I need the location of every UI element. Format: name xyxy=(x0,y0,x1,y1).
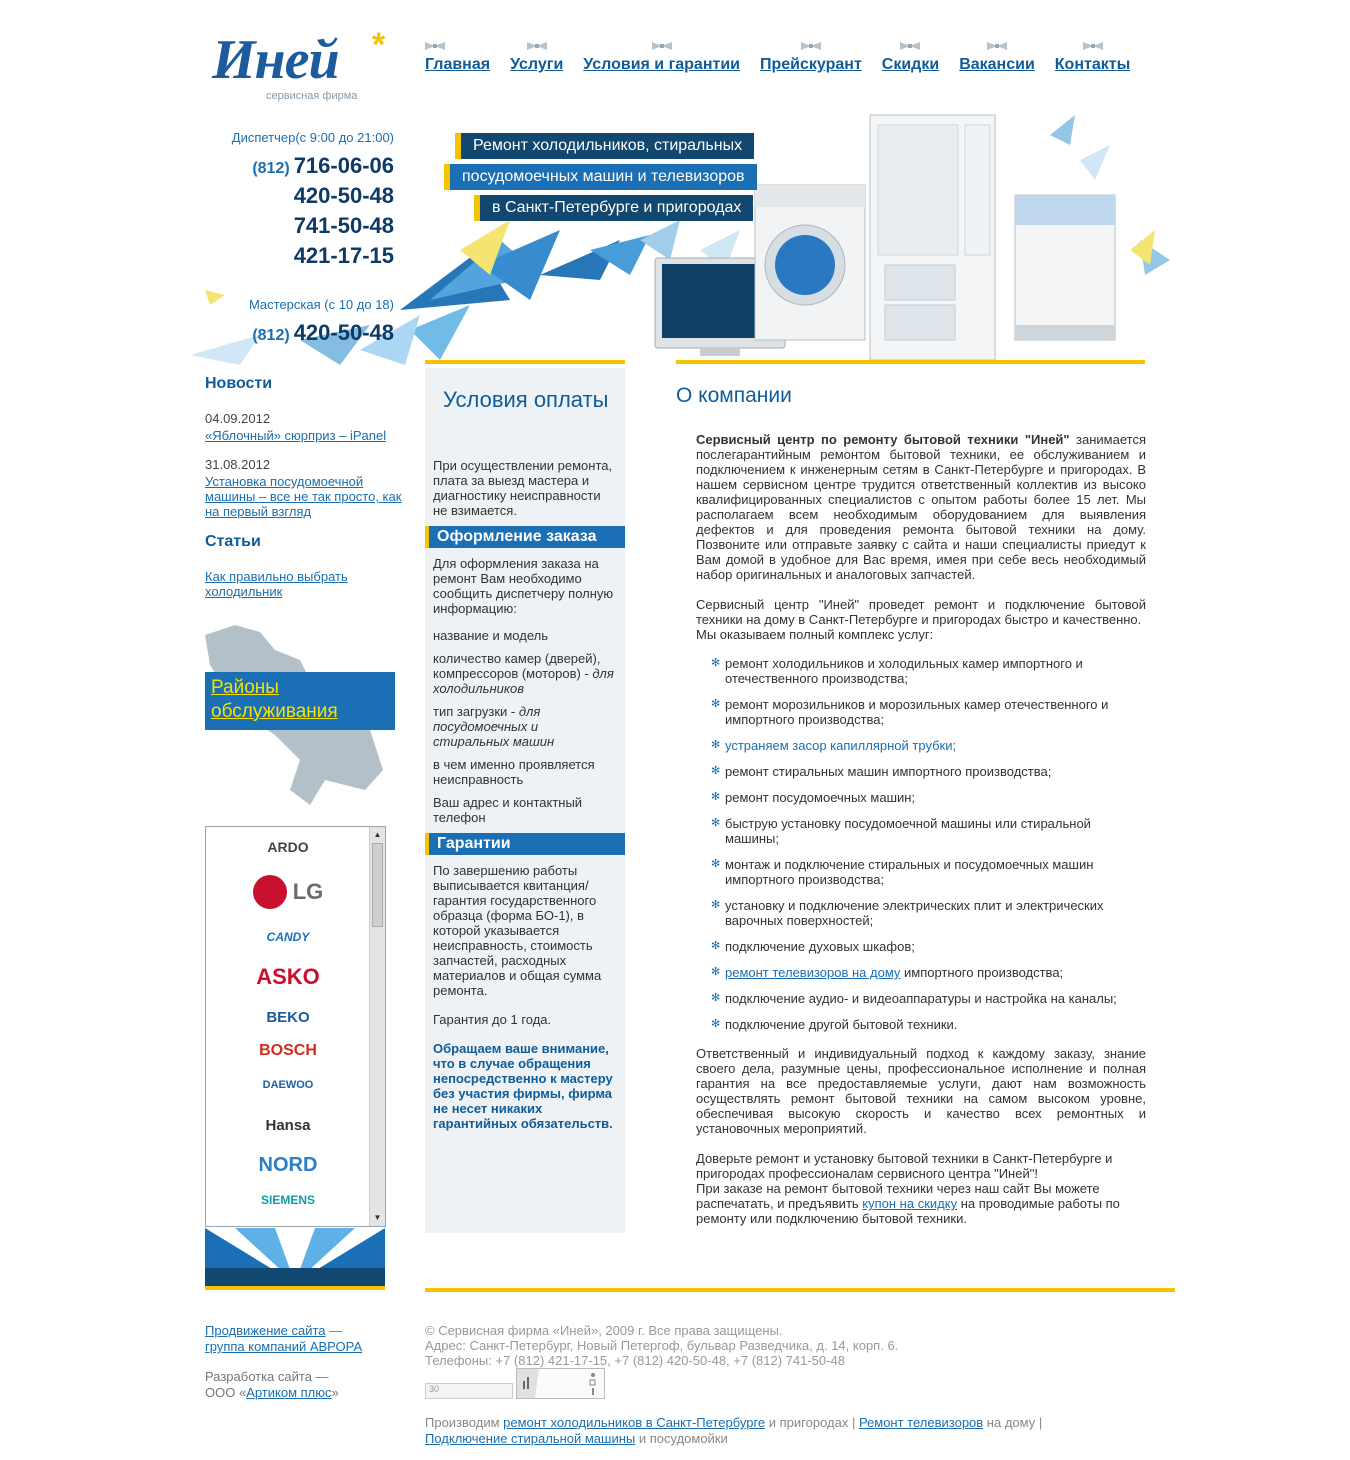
service-item: ✻ подключение другой бытовой техники. xyxy=(714,1017,1146,1032)
nav-item-contacts xyxy=(1055,40,1130,74)
phone-number: 421-17-15 xyxy=(293,243,394,268)
nav-item-home xyxy=(425,40,490,74)
brand-logo: BOSCH xyxy=(259,1042,317,1059)
article-link[interactable]: Как правильно выбрать холодильник xyxy=(205,569,348,599)
order-item-text: в чем именно проявляется неисправность xyxy=(433,757,595,787)
nav-link-prices[interactable]: Прейскурант xyxy=(760,56,862,73)
order-item xyxy=(433,757,617,787)
scrollbar[interactable] xyxy=(369,827,385,1226)
service-item: ✻ подключение аудио- и видеоаппаратуры и настройка на каналы; xyxy=(714,991,1146,1006)
left-sidebar xyxy=(205,375,410,613)
seo-text: и посудомойки xyxy=(635,1431,728,1446)
news-title: Новости xyxy=(205,375,273,392)
main-nav xyxy=(425,40,1130,74)
lg-logo-icon xyxy=(253,875,287,909)
warranty-note: Обращаем ваше внимание, что в случае обращения непосредственно к мастеру без участия фирмы, фирма не несет никаких гарантийных обязательств. xyxy=(433,1041,613,1131)
bow-icon xyxy=(987,40,1007,52)
brand-logo: Hansa xyxy=(265,1116,311,1134)
service-item: ✻ ремонт морозильников и морозильных камер отечественного и импортного производства; xyxy=(714,697,1146,727)
address: Адрес: Санкт-Петербург, Новый Петергоф, бульвар Разведчика, д. 14, корп. 6. xyxy=(425,1338,899,1353)
nav-item-vacancies xyxy=(959,40,1035,74)
ribbon-decoration xyxy=(205,1228,385,1290)
nav-item-services xyxy=(510,40,563,74)
service-item: ✻ ремонт стиральных машин импортного производства; xyxy=(714,764,1146,779)
phone-number: 420-50-48 xyxy=(293,183,394,208)
about-company-name: Сервисный центр по ремонту бытовой техники "Иней" xyxy=(696,432,1070,447)
bow-icon xyxy=(900,40,920,52)
bow-icon xyxy=(1083,40,1103,52)
dishwasher-image xyxy=(1015,195,1115,340)
phone-code: (812) xyxy=(252,160,290,177)
asterisk-icon: * xyxy=(372,26,386,64)
stats-counter[interactable] xyxy=(516,1368,605,1399)
footer-divider xyxy=(425,1288,1175,1292)
chart-icon xyxy=(517,1369,604,1398)
aurora-link[interactable]: группа компаний АВРОРА xyxy=(205,1339,363,1354)
dispatcher-label: Диспетчер(с 9:00 до 21:00) xyxy=(231,130,394,145)
service-item: ✻ быструю установку посудомоечной машины или стиральной машины; xyxy=(714,816,1146,846)
brand-logo: ASKO xyxy=(256,964,320,989)
districts-block xyxy=(205,620,395,810)
districts-link[interactable]: Районы обслуживания xyxy=(211,677,338,722)
about-text: Доверьте ремонт и установку бытовой техники в Санкт-Петербурге и пригородах профессионалам сервисного центра "Иней"! xyxy=(696,1151,1113,1181)
refrigerator-image xyxy=(870,115,995,360)
payment-title: Условия оплаты xyxy=(443,387,609,412)
article-item xyxy=(205,569,410,599)
order-item xyxy=(433,628,617,643)
payment-text: При осуществлении ремонта, плата за выезд мастера и диагностику неисправности не взимается. xyxy=(433,458,613,518)
seo-link-tv[interactable]: Ремонт телевизоров xyxy=(858,1415,984,1430)
service-item: ✻ устраняем засор капиллярной трубки; xyxy=(714,738,1146,753)
order-item-text: количество камер (дверей), компрессоров (моторов) - xyxy=(433,651,601,681)
bow-icon xyxy=(801,40,821,52)
footer-phones: Телефоны: +7 (812) 421-17-15, +7 (812) 420-50-48, +7 (812) 741-50-48 xyxy=(425,1353,845,1368)
news-link[interactable]: Установка посудомоечной машины – все не так просто, как на первый взгляд xyxy=(205,474,402,519)
dev-label: Разработка сайта — xyxy=(205,1369,329,1384)
brand-logo: ARDO xyxy=(267,839,309,855)
banner-line-3: в Санкт-Петербурге и пригородах xyxy=(474,195,753,221)
nav-item-prices xyxy=(760,40,862,74)
washing-machine-image xyxy=(755,185,865,340)
seo-text: Производим xyxy=(425,1415,504,1430)
service-item: ✻ подключение духовых шкафов; xyxy=(714,939,1146,954)
footer-credits xyxy=(205,1323,405,1401)
brand-logo: SIEMENS xyxy=(260,1193,315,1207)
bow-icon xyxy=(527,40,547,52)
brand-logo-text: LG xyxy=(292,879,324,904)
seo-text: и пригородах | xyxy=(765,1415,859,1430)
service-item: ✻ монтаж и подключение стиральных и посудомоечных машин импортного производства; xyxy=(714,857,1146,887)
dev-org: » xyxy=(331,1385,339,1400)
order-item xyxy=(433,795,617,825)
order-item-note: для холодильников xyxy=(433,666,614,696)
scroll-down-icon[interactable]: ▼ xyxy=(373,1213,382,1222)
about-text: на проводимые работы по ремонту или подключению бытовой техники. xyxy=(696,1196,1120,1226)
bow-icon xyxy=(652,40,672,52)
artikom-link[interactable]: Артиком плюс xyxy=(246,1385,332,1400)
scroll-thumb[interactable] xyxy=(372,843,383,927)
warranty-term: Гарантия до 1 года. xyxy=(433,1012,552,1027)
dev-credit xyxy=(205,1369,405,1401)
brand-logo: CANDY xyxy=(266,930,310,944)
tv-repair-link[interactable]: ремонт телевизоров на дому xyxy=(725,965,901,980)
divider xyxy=(676,360,1145,364)
promo-dash: — xyxy=(325,1323,343,1338)
service-item-text: импортного производства; xyxy=(900,965,1064,980)
about-paragraph xyxy=(696,432,1146,582)
about-paragraph xyxy=(696,1151,1146,1226)
seo-link-fridge[interactable]: ремонт холодильников в Санкт-Петербурге xyxy=(503,1415,766,1430)
order-text: Для оформления заказа на ремонт Вам необходимо сообщить диспетчеру полную информацию: xyxy=(433,556,614,616)
phone-row xyxy=(180,151,394,181)
about-text: занимается послегарантийным ремонтом бытовой техники, ее обслуживанием и подключением к инженерным сетям в Санкт-Петербурге и пригородах. В нашем сервисном центре трудится ответственный коллектив из высоко квалифицированных специалистов с опытом работы более 15 лет. Мы располагаем всем необходимым оборудованием для выявления дефектов и для проведения ремонта бытовой техники на дому. Позвоните или отправьте заявку с сайта и наши специалисты приедут к Вам домой в удобное для Вас время, имея при себе весь необходимый набор оригинальных и аналоговых запчастей. xyxy=(696,432,1147,582)
nav-item-discounts xyxy=(882,40,939,74)
brand-logo xyxy=(206,867,370,917)
service-item xyxy=(714,965,1146,980)
order-item-text: Ваш адрес и контактный телефон xyxy=(433,795,583,825)
promo-link[interactable]: Продвижение сайта xyxy=(205,1323,326,1338)
nav-link-vacancies[interactable]: Вакансии xyxy=(959,56,1035,73)
seo-text: на дому | xyxy=(983,1415,1043,1430)
about-body xyxy=(696,432,1146,1226)
visit-counter[interactable]: 30 xyxy=(425,1383,513,1399)
news-item xyxy=(205,411,410,443)
news-date: 31.08.2012 xyxy=(205,457,271,472)
logo-subtitle: сервисная фирма xyxy=(266,90,358,102)
order-item xyxy=(433,704,617,749)
warranty-heading: Гарантии xyxy=(425,833,625,855)
logo-word: Иней xyxy=(212,29,339,91)
coupon-link[interactable]: купон на скидку xyxy=(862,1196,958,1211)
order-item xyxy=(433,651,617,696)
services-list xyxy=(714,656,1146,1032)
districts-button[interactable] xyxy=(205,672,395,730)
phone-row xyxy=(180,241,394,271)
dev-org: ООО « xyxy=(205,1385,247,1400)
warranty-section xyxy=(425,863,625,1131)
news-date: 04.09.2012 xyxy=(205,411,271,426)
about-title: О компании xyxy=(676,384,792,407)
logo[interactable] xyxy=(212,26,386,102)
about-text: Мы оказываем полный комплекс услуг: xyxy=(696,627,934,642)
divider xyxy=(425,360,625,364)
payment-panel xyxy=(425,368,625,1233)
order-heading: Оформление заказа xyxy=(425,526,625,548)
nav-link-terms[interactable]: Условия и гарантии xyxy=(583,56,740,73)
phone-number: 741-50-48 xyxy=(293,213,394,238)
phone-row xyxy=(180,211,394,241)
nav-link-discounts[interactable]: Скидки xyxy=(881,56,940,73)
copyright: © Сервисная фирма «Иней», 2009 г. Все права защищены. xyxy=(425,1323,783,1338)
nav-item-terms xyxy=(583,40,740,74)
workshop-label: Мастерская (с 10 до 18) xyxy=(248,297,394,312)
phone-block xyxy=(180,130,394,348)
order-section xyxy=(425,556,625,825)
order-item-text: тип загрузки - xyxy=(433,704,519,719)
seo-link-washer[interactable]: Подключение стиральной машины xyxy=(425,1431,636,1446)
about-text: Сервисный центр "Иней" проведет ремонт и подключение бытовой техники на дому в Санкт-Петербурге и пригородах быстро и качественно. xyxy=(696,597,1146,627)
news-item xyxy=(205,457,410,519)
promo-credit xyxy=(205,1323,405,1355)
brands-logos xyxy=(206,827,370,1215)
warranty-text: По завершению работы выписывается квитанция/гарантия государственного образца (форма БО-1), в которой указывается неисправность, стоимость запчастей, расходных материалов и общая сумма ремонта. xyxy=(433,863,602,998)
about-paragraph xyxy=(696,597,1146,642)
nav-link-contacts[interactable]: Контакты xyxy=(1054,56,1131,73)
brands-list[interactable] xyxy=(205,826,386,1227)
footer-seo xyxy=(425,1415,1145,1447)
news-link[interactable]: «Яблочный» сюрприз – iPanel xyxy=(205,428,387,443)
phone-code: (812) xyxy=(252,327,290,344)
about-text: При заказе на ремонт бытовой техники через наш сайт Вы можете распечатать, и предъявить xyxy=(696,1181,1100,1211)
service-item: ✻ ремонт посудомоечных машин; xyxy=(714,790,1146,805)
articles-title: Статьи xyxy=(205,533,261,550)
scroll-up-icon[interactable]: ▲ xyxy=(373,830,382,839)
brand-logo: DAEWOO xyxy=(262,1079,314,1091)
phone-number: 716-06-06 xyxy=(293,153,394,178)
bow-icon xyxy=(425,40,445,52)
service-item: ✻ ремонт холодильников и холодильных камер импортного и отечественного производства; xyxy=(714,656,1146,686)
phone-row xyxy=(180,318,394,348)
order-item-note: для посудомоечных и стиральных машин xyxy=(433,704,555,749)
brand-logo: NORD xyxy=(258,1153,318,1176)
banner-line-2: посудомоечных машин и телевизоров xyxy=(444,164,757,190)
nav-link-home[interactable]: Главная xyxy=(425,56,491,73)
phone-number: 420-50-48 xyxy=(293,320,394,345)
order-item-text: название и модель xyxy=(433,628,548,643)
service-item: ✻ установку и подключение электрических плит и электрических варочных поверхностей; xyxy=(714,898,1146,928)
nav-link-services[interactable]: Услуги xyxy=(510,56,564,73)
brand-logo: BEKO xyxy=(266,1008,310,1026)
about-paragraph: Ответственный и индивидуальный подход к каждому заказу, знание своего дела, разумные цены, профессиональное исполнение и полная гарантия на все предоставляемые услуги, дают нам возможность осуществлять ремонт бытовой техники на самом высоком уровне, обеспечивая высокую скорость и качество всех ремонтных и установочных мероприятий. xyxy=(696,1046,1146,1136)
footer-info xyxy=(425,1323,1145,1368)
phone-row xyxy=(180,181,394,211)
about-section xyxy=(676,384,1146,1241)
banner-line-1: Ремонт холодильников, стиральных xyxy=(455,133,754,159)
